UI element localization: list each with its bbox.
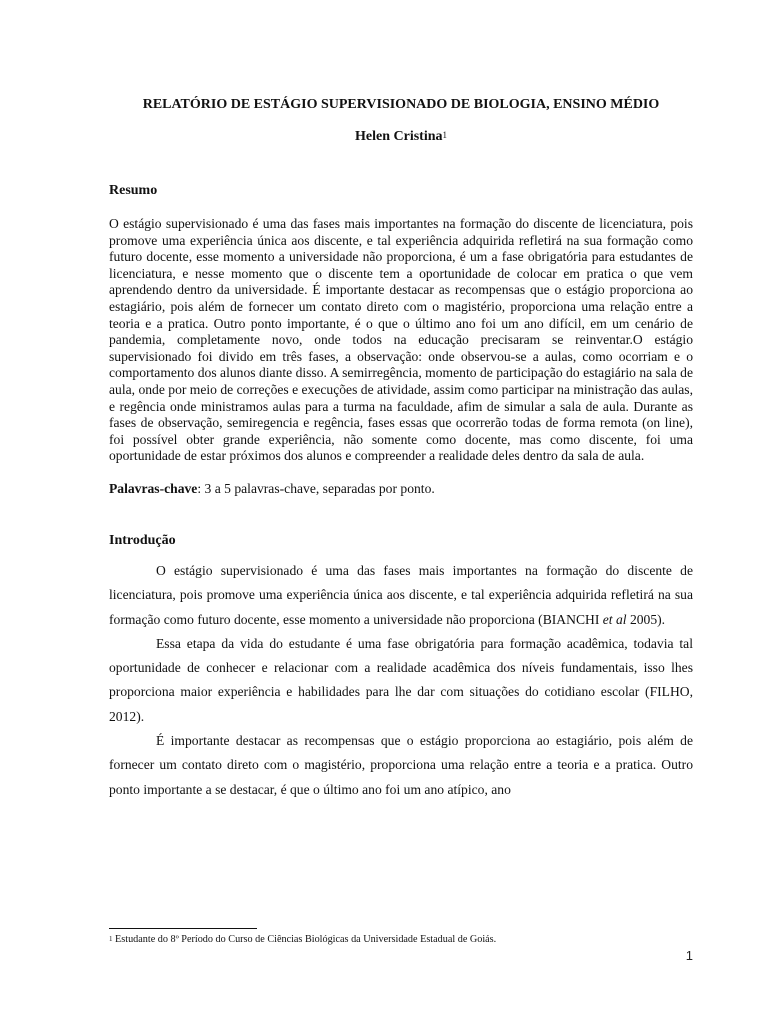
footnote-divider	[109, 928, 257, 929]
document-title: RELATÓRIO DE ESTÁGIO SUPERVISIONADO DE BIOLOGIA, ENSINO MÉDIO	[142, 97, 660, 112]
footnote-text: Estudante do 8º Período do Curso de Ciências Biológicas da Universidade Estadual de Goiás.	[112, 934, 497, 945]
keywords-label: Palavras-chave	[109, 480, 198, 496]
author-footnote-mark[interactable]: 1	[442, 130, 447, 140]
intro-paragraph-1-end: 2005).	[626, 611, 666, 627]
abstract-text: O estágio supervisionado é uma das fases mais importantes na formação do discente de licenciatura, pois promove uma experiência única aos discente, e tal experiência adquirida refletirá na sua formação como futuro docente, esse momento a universidade não proporciona, é um a fase obrigatória para estudantes de licenciatura, e nesse momento que o discente tem a oportunidade de colocar em pratica o que vem aprendendo dentro da universidade. É importante destacar as recompensas que o estágio proporciona ao estagiário, pois além de fornecer um contato direto com o magistério, proporciona uma relação entre a teoria e a pratica. Outro ponto importante, é o que o último ano foi um ano difícil, em um cenário de pandemia, completamente novo, onde todos na educação precisaram se reinventar.O estágio supervisionado foi divido em três fases, a observação: onde observou-se a aulas, como ocorriam e o comportamento dos alunos diante disso. A semirregência, momento de participação do estagiário na sala de aula, onde por meio de correções e execuções de atividade, assim como participar na ministração das aulas, e regência onde ministramos aulas para a turma na faculdade, afim de simular a sala de aula. Durante as fases de observação, semiregencia e regência, fases essas que ocorrerão todas de forma remota (on line), foi possível obter grande experiência, não somente como docente, mas como discente, foi uma oportunidade de estar próximos dos alunos e compreender a realidade deles dentro da sala de aula.	[109, 216, 693, 464]
page-content	[109, 96, 693, 802]
intro-paragraph-1-italic: et al	[602, 611, 627, 627]
intro-paragraph-1-text: O estágio supervisionado é uma das fases mais importantes na formação do discente de licenciatura, pois promove uma experiência única aos discente, e tal experiência adquirida refletirá na sua formação como futuro docente, esse momento a universidade não proporciona (BIANCHI	[109, 562, 693, 627]
footnote-mark: 1	[109, 935, 113, 943]
author-name-text: Helen Cristina	[355, 129, 443, 144]
intro-paragraph-1	[109, 559, 693, 632]
keywords	[109, 480, 693, 498]
intro-paragraph-2: Essa etapa da vida do estudante é uma fase obrigatória para formação acadêmica, todavia tal oportunidade de conhecer e relacionar com a realidade acadêmica dos níveis fundamentais, isso lhes proporciona maior experiência e habilidades para lhe dar com situações do cotidiano escolar (FILHO, 2012).	[109, 635, 693, 724]
page-number: 1	[685, 948, 693, 963]
footnote	[109, 933, 693, 946]
author-name	[109, 128, 693, 146]
keywords-text: : 3 a 5 palavras-chave, separadas por ponto.	[197, 480, 435, 496]
intro-heading: Introdução	[109, 532, 176, 548]
intro-paragraph-3: É importante destacar as recompensas que o estágio proporciona ao estagiário, pois além de fornecer um contato direto com o magistério, proporciona uma relação entre a teoria e a pratica. Outro ponto importante a se destacar, é que o último ano foi um ano atípico, ano	[109, 732, 693, 797]
abstract-heading: Resumo	[109, 183, 158, 198]
